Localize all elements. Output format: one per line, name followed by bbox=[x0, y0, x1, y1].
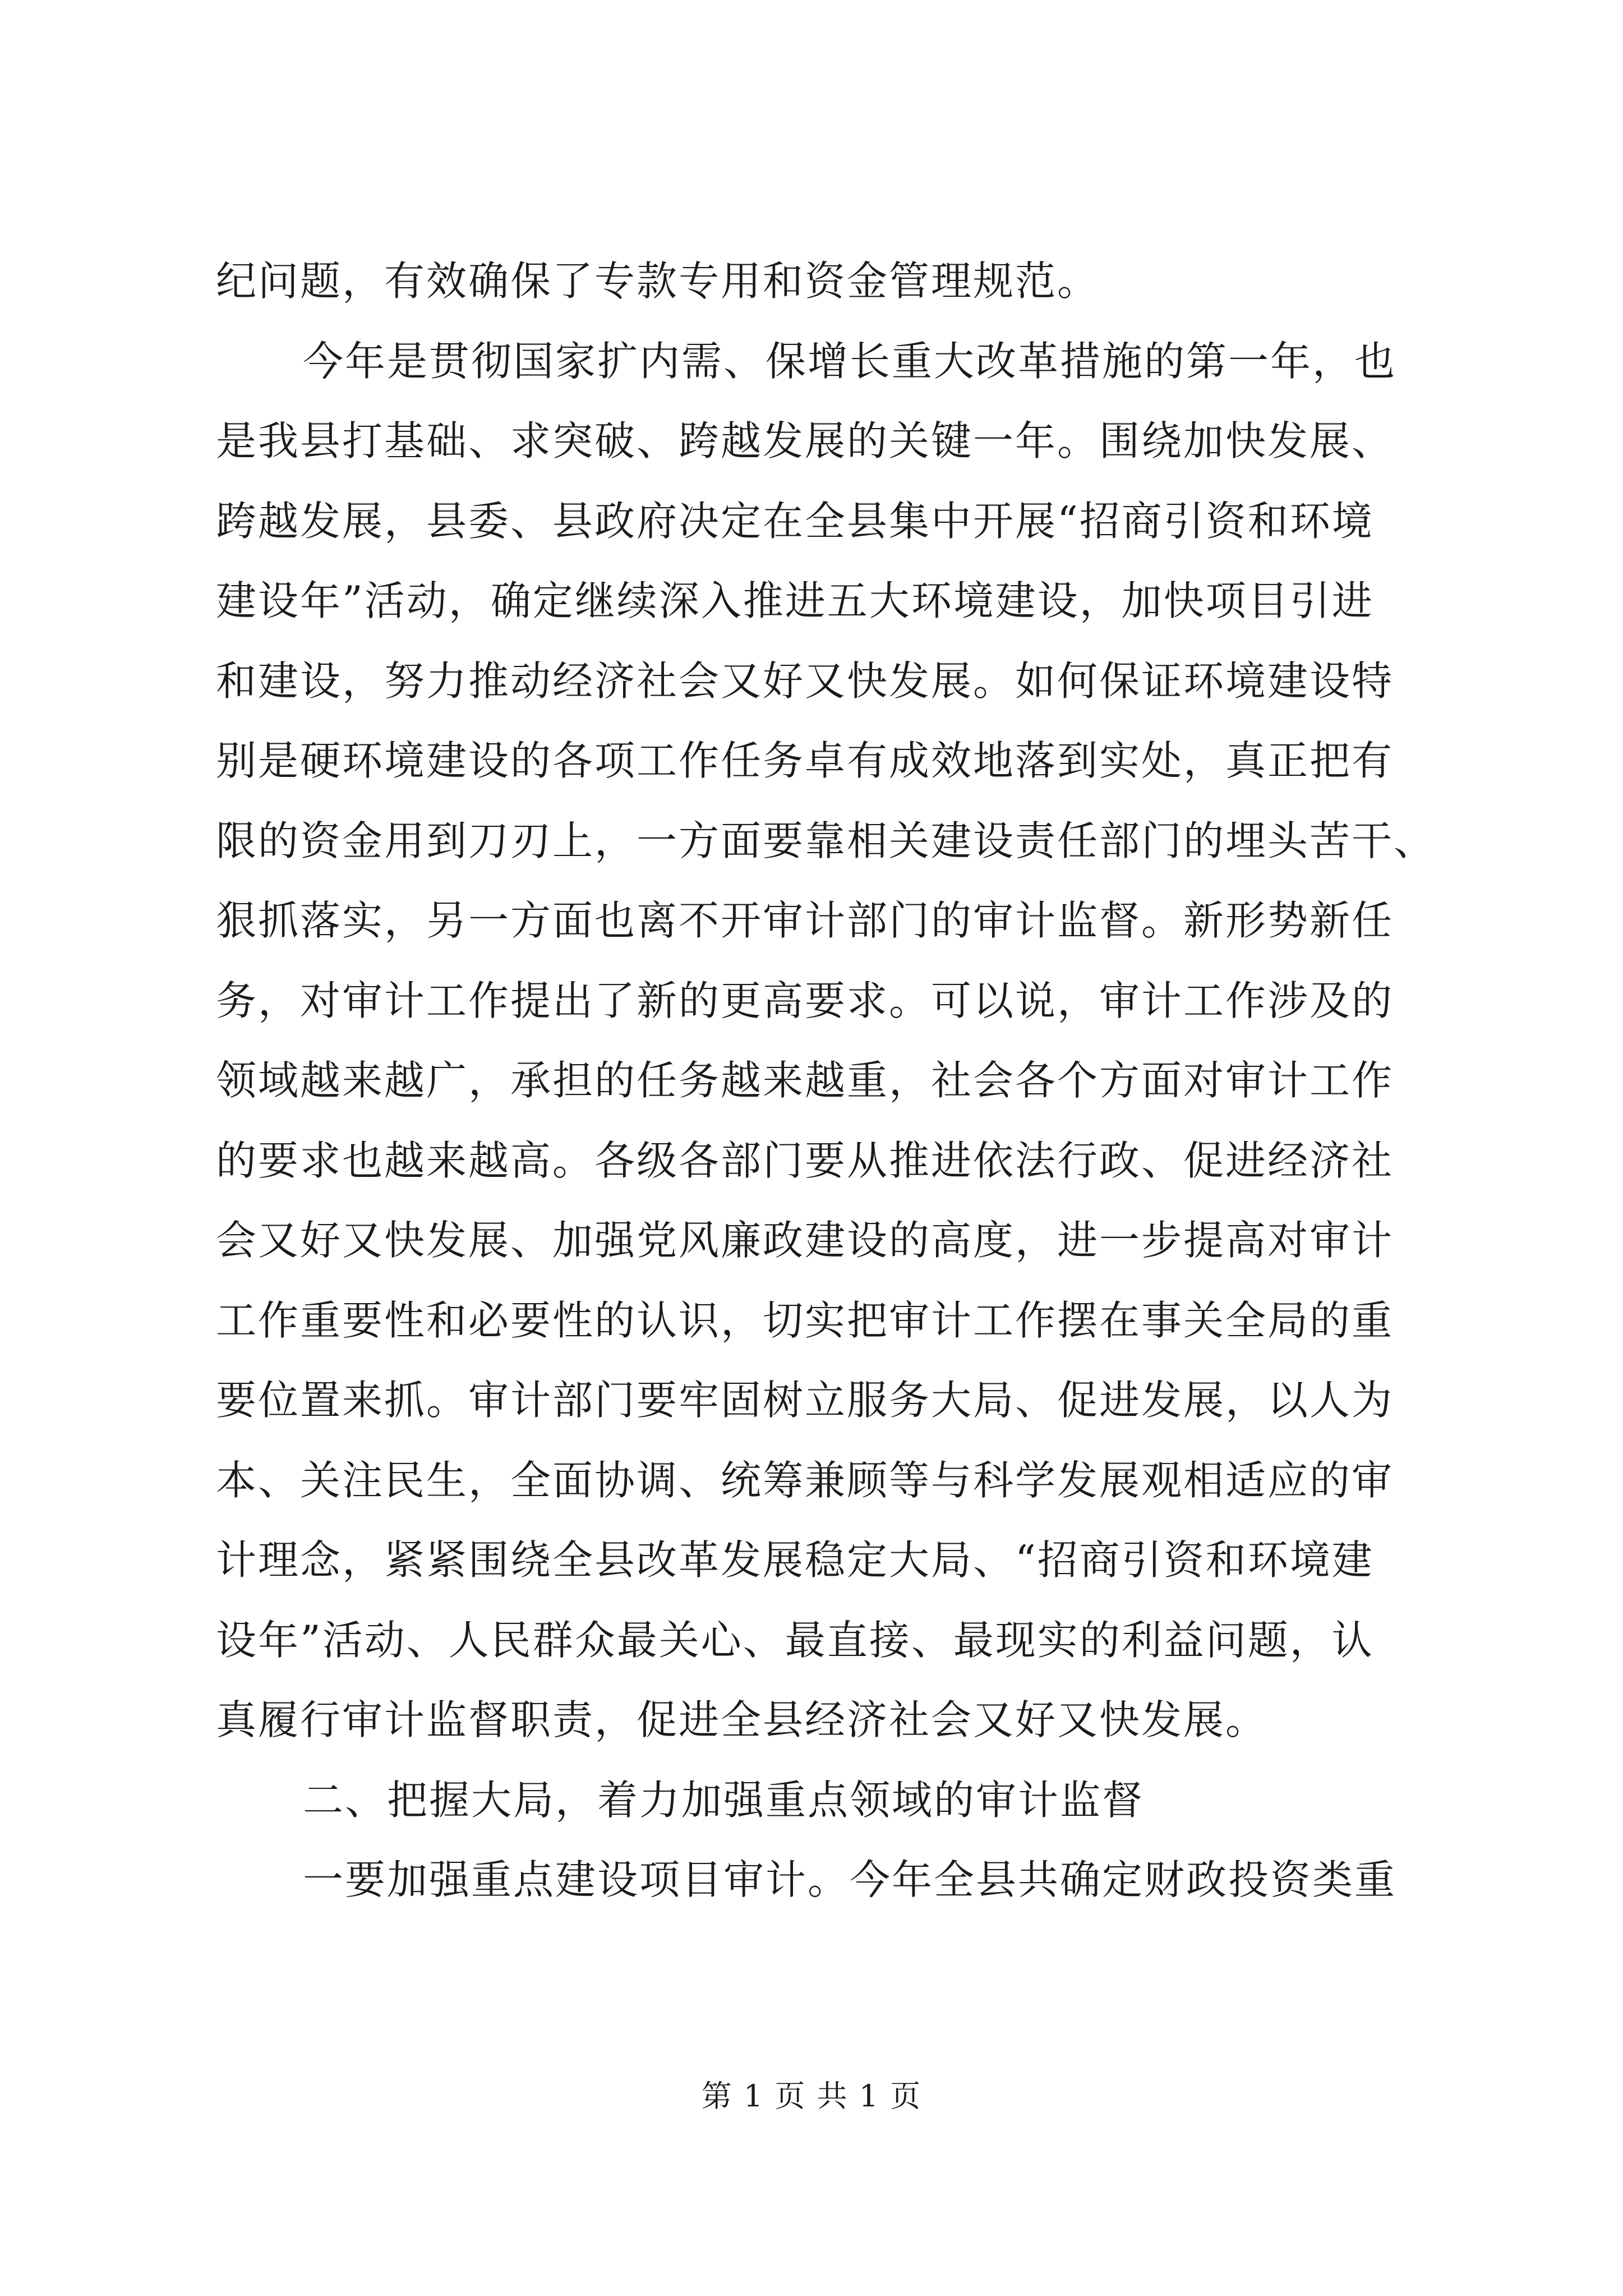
page-number-footer: 第 1 页 共 1 页 bbox=[701, 2078, 922, 2114]
text-line: 别是硬环境建设的各项工作任务卓有成效地落到实处，真正把有 bbox=[216, 737, 1394, 784]
text-line: 建设年”活动，确定继续深入推进五大环境建设，加快项目引进 bbox=[216, 577, 1374, 624]
text-line: 跨越发展，县委、县政府决定在全县集中开展“招商引资和环境 bbox=[216, 497, 1374, 545]
text-line: 纪问题，有效确保了专款专用和资金管理规范。 bbox=[216, 257, 1100, 305]
section-heading: 二、把握大局，着力加强重点领域的审计监督 bbox=[303, 1776, 1145, 1824]
text-line: 狠抓落实，另一方面也离不开审计部门的审计监督。新形势新任 bbox=[216, 897, 1394, 944]
text-line: 务，对审计工作提出了新的更高要求。可以说，审计工作涉及的 bbox=[216, 977, 1394, 1024]
paragraph-start-line: 今年是贯彻国家扩内需、保增长重大改革措施的第一年，也 bbox=[303, 337, 1397, 385]
text-line: 本、关注民生，全面协调、统筹兼顾等与科学发展观相适应的审 bbox=[216, 1456, 1394, 1504]
text-line: 是我县打基础、求突破、跨越发展的关键一年。围绕加快发展、 bbox=[216, 417, 1394, 464]
text-line: 和建设，努力推动经济社会又好又快发展。如何保证环境建设特 bbox=[216, 657, 1394, 705]
text-line: 限的资金用到刀刃上，一方面要靠相关建设责任部门的埋头苦干、 bbox=[216, 817, 1436, 864]
text-line: 工作重要性和必要性的认识，切实把审计工作摆在事关全局的重 bbox=[216, 1296, 1394, 1344]
text-line: 会又好又快发展、加强党风廉政建设的高度，进一步提高对审计 bbox=[216, 1217, 1394, 1264]
text-line: 要位置来抓。审计部门要牢固树立服务大局、促进发展，以人为 bbox=[216, 1377, 1394, 1424]
paragraph-start-line: 一要加强重点建设项目审计。今年全县共确定财政投资类重 bbox=[303, 1856, 1397, 1903]
text-line: 真履行审计监督职责，促进全县经济社会又好又快发展。 bbox=[216, 1696, 1268, 1743]
text-line: 设年”活动、人民群众最关心、最直接、最现实的利益问题，认 bbox=[216, 1616, 1374, 1664]
text-line: 的要求也越来越高。各级各部门要从推进依法行政、促进经济社 bbox=[216, 1137, 1394, 1184]
text-line: 领域越来越广，承担的任务越来越重，社会各个方面对审计工作 bbox=[216, 1057, 1394, 1104]
body-text bbox=[216, 241, 1436, 1920]
text-line: 计理念，紧紧围绕全县改革发展稳定大局、“招商引资和环境建 bbox=[216, 1536, 1374, 1584]
